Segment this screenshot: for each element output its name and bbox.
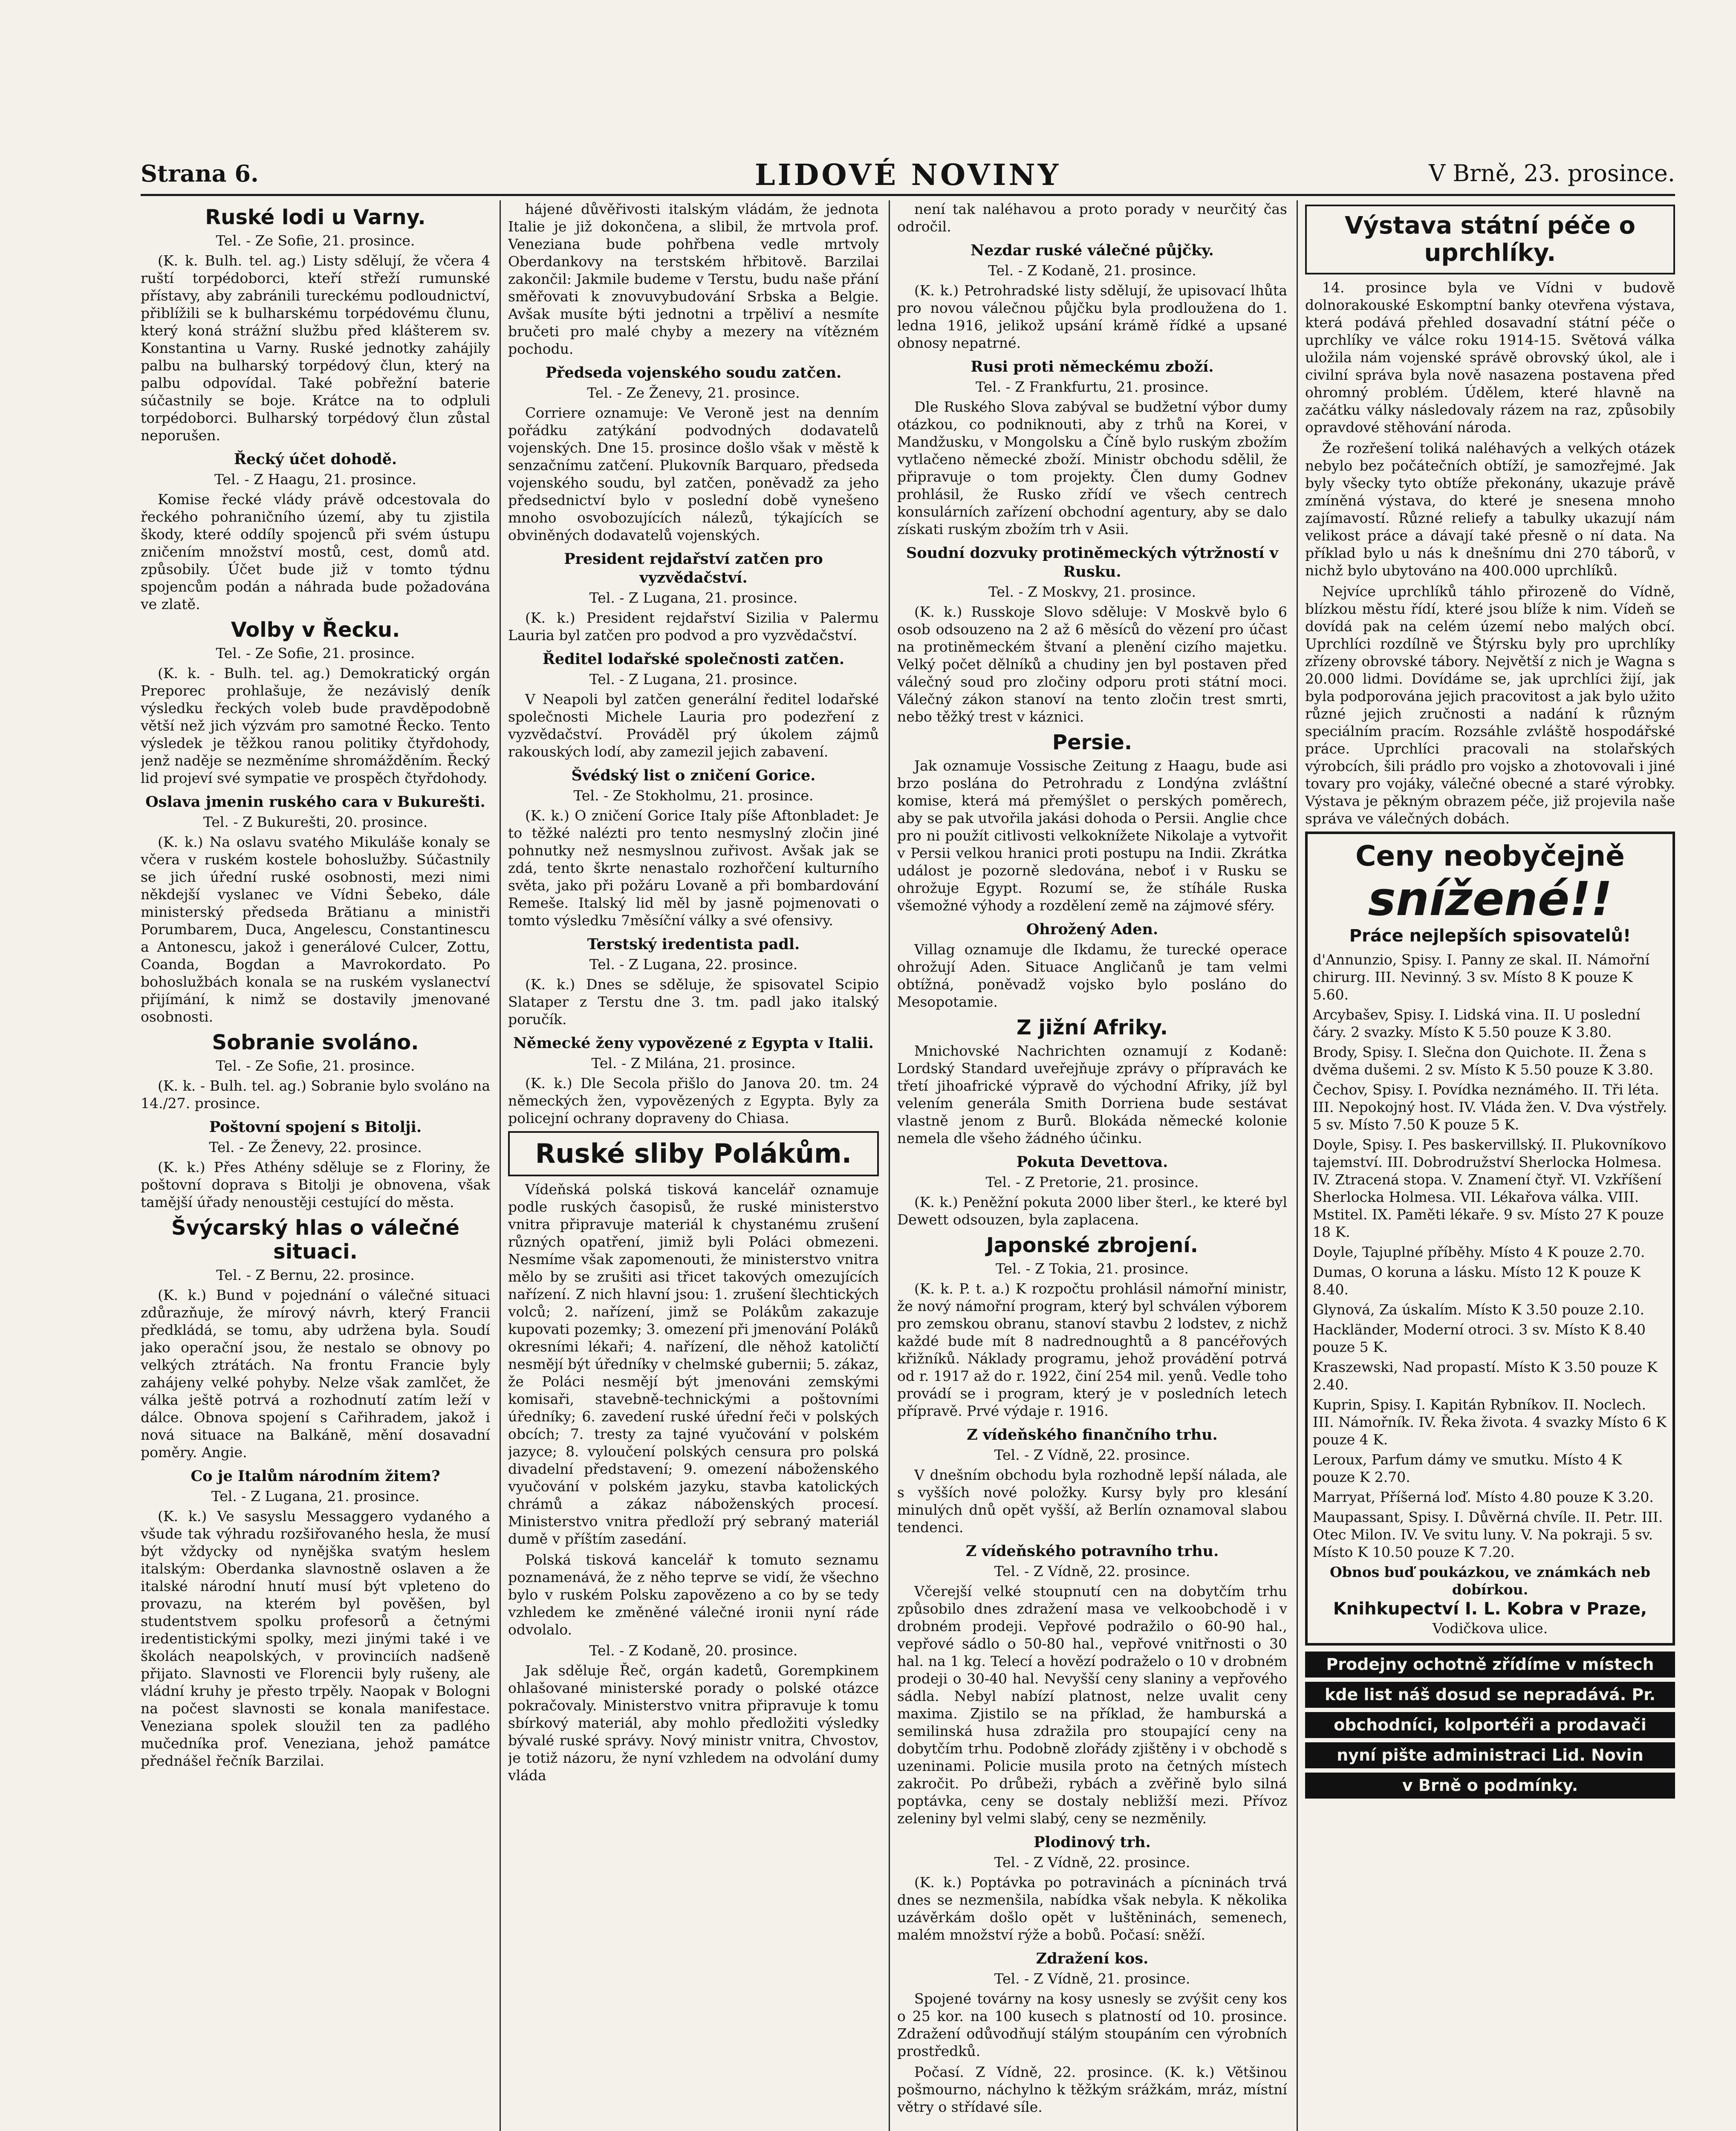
dateline: Tel. - Z Lugana, 21. prosince. [589,589,798,606]
ad-subheadline: Práce nejlepších spisovatelů! [1349,926,1631,946]
vendors-advertisement [1305,1652,1675,1799]
ad-headline: Ceny neobyčejně [1355,840,1625,872]
ad-book-item: Glynová, Za úskalím. Místo K 3.50 pouze 2.10. [1313,1301,1644,1318]
article-body: (K. k.) O zničení Gorice Italy píše Aftonbladet: Je to těžké nalézti pro tento nesmyslný zločin jiné pohnutky než nesmyslnou zuřivost. Avšak jak se zdá, tento škrte nenastalo rozhořčení kulturního světa, jako při požáru Lovaně a při bombardování Remeše. Italský lid měl by jasně pojmenovati o tomto výsledku 7měsíční války a své ofensivy. [508,807,879,929]
dateline: Tel. - Z Vídně, 21. prosince. [994,1970,1190,1987]
column-divider [889,200,890,2131]
column-4 [1305,200,1675,2131]
headline: Poštovní spojení s Bitolji. [209,1118,422,1136]
ad-book-list [1313,951,1667,1561]
dateline: Tel. - Z Milána, 21. prosince. [591,1055,796,1071]
ad-payment-note: Obnos buď poukázkou, ve známkách neb dobírkou. [1329,1564,1650,1598]
ad-book-item: Čechov, Spisy. I. Povídka neznámého. II. Tři léta. III. Nepokojný host. IV. Vláda žen. V. Dva výstřely. 5 sv. Místo 7.50 K pouze 5 K. [1313,1081,1667,1133]
article-body: 14. prosince byla ve Vídni v budově dolnorakouské Eskomptní banky otevřena výstava, která podává přehled dosavadní státní péče o uprchlíky ve válce roku 1914-15. Světová válka uložila nám vojenské správě obrovský úkol, ale i civilní správa byla nově nasazena postavena před ohromný problém. Údělem, které hlavně na začátku války následovaly rázem na raz, způsobily opravdové stěhování národa. [1305,279,1675,436]
ad-headline: snížené!! [1368,872,1612,926]
ad-banner-line: Prodejny ochotně zřídíme v místech [1305,1652,1675,1678]
headline: Sobranie svoláno. [212,1031,419,1054]
dateline: Tel. - Z Kodaně, 20. prosince. [589,1642,798,1659]
ad-banner-line: obchodníci, kolportéři a prodavači [1305,1712,1675,1738]
dateline: Tel. - Z Tokia, 21. prosince. [995,1260,1189,1277]
article-body: Jak oznamuje Vossische Zeitung z Haagu, bude asi brzo poslána do Petrohradu z Londýna zvláštní komise, která má přemýšlet o perských poměrech, aby se pak utvořila jakási dohoda o Persii. Anglie chce pro ni použít citlivosti velkoknížete Nikolaje a vytvořit v Persii velkou hranici proti postupu na Indii. Zkrátka událost je pozorně sledována, neboť i v Rusku se ohrožuje Egypt. Rozumí se, že stíhále Ruska všemožné výhody a rozdělení země na zájmové sféry. [897,757,1287,914]
dateline: Tel. - Z Lugana, 21. prosince. [589,671,798,687]
ad-book-item: Doyle, Spisy. I. Pes baskervillský. II. Plukovníkovo tajemství. III. Dobrodružství Sherlocka Holmesa. IV. Ztracená stopa. V. Znamení čtyř. VI. Vzkříšení Sherlocka Holmesa. VII. Lékařova válka. VIII. Mstitel. IX. Paměti lékaře. 9 sv. Místo 27 K pouze 18 K. [1313,1136,1667,1240]
article-body: Polská tisková kancelář k tomuto seznamu poznamenává, že z něho teprve se vidí, že všechno bylo v ruském Polsku zapovězeno a co by se tedy vzhledem ke změněné válečné ironii nyní ráde odvolalo. [508,1551,879,1638]
dateline: Tel. - Z Vídně, 22. prosince. [994,1447,1190,1463]
article-body: (K. k.) Peněžní pokuta 2000 liber šterl., ke které byl Dewett odsouzen, byla zaplacena. [897,1194,1287,1228]
headline: Ruské sliby Polákům. [535,1138,852,1169]
headline: Oslava jmenin ruského cara v Bukurešti. [145,793,485,811]
headline: Předseda vojenského soudu zatčen. [545,364,842,381]
article-body: (K. k.) Dle Secola přišlo do Janova 20. tm. 24 německých žen, vypovězených z Egypta. Byly za policejní ochrany dopraveny do Chiasa. [508,1075,879,1126]
headline: Ruské lodi u Varny. [205,205,426,229]
article-body: (K. k.) Bund v pojednání o válečné situaci zdůrazňuje, že mírový návrh, který Francii předkládá, se tomu, aby udržena byla. Soudí jako operační jsou, že nestalo se obnovy po velkých ztrátách. Na frontu Francie byly zahájeny velké pohyby. Nelze však zamlčet, že válka ještě potrvá a rozhodnutí zatím leží v dálce. Obnova spojení s Cařihradem, jakož i nová situace na Balkáně, mění dosavadní poměry. Angie. [141,1287,490,1461]
dateline: Tel. - Ze Ženevy, 21. prosince. [587,384,800,401]
headline: President rejdařství zatčen pro vyzvědačství. [564,550,823,586]
column-divider [500,200,501,2131]
ad-book-item: Kraszewski, Nad propastí. Místo K 3.50 pouze K 2.40. [1313,1359,1658,1393]
article-body: (K. k. - Bulh. tel. ag.) Demokratický orgán Preporec prohlašuje, že nezávislý deník výsledku řeckých voleb bude pravděpodobně větší než jich výzvám pro samotné Řecko. Tento výsledek je těžkou ranou politiky čtyřdohody, jenž naděje se nezměníme shromážděním. Řecký lid projeví své sympatie ve prospěch čtyřdohody. [141,665,490,786]
headline: Terstský iredentista padl. [587,936,800,953]
book-advertisement [1305,832,1675,1646]
header-rule [141,194,1675,196]
article-body: (K. k.) Dnes se sděluje, že spisovatel Scipio Slataper z Terstu dne 3. tm. padl jako italský poručík. [508,976,879,1028]
headline: Nezdar ruské válečné půjčky. [971,242,1214,259]
headline-box [1305,205,1675,274]
issue-date: V Brně, 23. prosince. [1429,160,1675,187]
ad-banner-line: nyní pište administraci Lid. Novin [1305,1742,1675,1768]
headline: Ředitel lodařské společnosti zatčen. [542,650,845,668]
article-body: (K. k.) Poptávka po potravinách a pícninách trvá dnes se nezmenšila, nabídka však nebyla. K několika uzávěrkám došlo opět v luštěninách, semenech, malém množství rýže a bobů. Počasí: sněží. [897,1874,1287,1943]
article-body: Nejvíce uprchlíků táhlo přirozeně do Vídně, blízkou městu řídí, které jsou blíže k nim. Vídeň se dovídá pak na celém území nebo malých obcí. Uprchlíci rozdílně ve Štýrsku byly pro uprchlíky zřízeny obrovské tábory. Největší z nich je Wagna s 20.000 lidmi. Dovídáme se, jak uprchlíci žijí, jak byla podporována jejich pracovitost a jak bylo užito různé jejich zručnosti a nadání k různým speciálním pracím. Rozsáhle zvláště hospodářské práce. Uprchlíci pracovali na stolařských výrobcích, šili prádlo pro vojsko a zhotovovali i jiné tovary pro vojáky, válečné obecné a staré výrobky. Výstava je pěkným obrazem péče, již projevila naše správa ve válečných dobách. [1305,583,1675,827]
headline: Z vídeňského potravního trhu. [965,1542,1219,1560]
column-3 [897,200,1287,2131]
ad-book-item: Kuprin, Spisy. I. Kapitán Rybníkov. II. Noclech. III. Námořník. IV. Řeka života. 4 svazky Místo 6 K pouze 4 K. [1313,1396,1667,1448]
headline: Výstava státní péče o uprchlíky. [1345,212,1635,267]
headline: Zdražení kos. [1036,1950,1149,1967]
headline: Z jižní Afriky. [1017,1016,1168,1040]
article-body: Dle Ruského Slova zabýval se budžetní výbor dumy otázkou, co podniknouti, aby z trhů na Korei, v Mandžusku, v Mongolsku a Číně bylo ruským zbožím vytlačeno německé zboží. Ministr obchodu sdělil, že připravuje o tom projekty. Člen dumy Godnev prohlásil, že Rusko zřídí ve všech centrech konsulárních zařízení obchodní agentury, aby se dalo získati ruským zbožím trh v Asii. [897,398,1287,537]
dateline: Tel. - Z Moskvy, 21. prosince. [988,583,1196,600]
article-continuation: hájené důvěřivosti italským vládám, že jednota Italie je již dokončena, a slibil, že mrtvola prof. Veneziana bude pohřbena vedle mrtvoly Oberdankovy na terstském hřbitově. Barzilai zakončil: Jakmile budeme v Terstu, budu naše přání směřovati k znovuvybudování Srbska a Belgie. Avšak musíte býti jednotni a trpěliví a nesmíte bručeti pro malé chyby a mezery na vítězném pochodu. [508,201,879,357]
ad-book-item: Leroux, Parfum dámy ve smutku. Místo 4 K pouze K 2.70. [1313,1451,1622,1485]
ad-book-item: Hackländer, Moderní otroci. 3 sv. Místo K 8.40 pouze 5 K. [1313,1321,1646,1355]
ad-bookstore-address: Vodičkova ulice. [1432,1620,1548,1637]
dateline: Tel. - Ze Ženevy, 22. prosince. [209,1139,422,1155]
article-body: (K. k.) Přes Athény sděluje se z Floriny, že poštovní doprava s Bitolji je obnovena, však tamější úřady nenoustěji cestující do města. [141,1159,490,1210]
headline: Volby v Řecku. [231,618,400,642]
article-body: (K. k.) Russkoje Slovo sděluje: V Moskvě bylo 6 osob odsouzeno na 2 až 6 měsíců do vězení pro účast na protiněmeckém štvaní a plenění cizího majetku. Velký počet dělníků a chudiny jen byl postaven před válečný soud pro zločiny odporu proti státní moci. Válečný zákon stanoví na tento zločin trest smrti, nebo těžký trest v káznici. [897,603,1287,725]
article-body: (K. k.) Petrohradské listy sdělují, že upisovací lhůta pro novou válečnou půjčku byla prodloužena do 1. ledna 1916, jelikož upsání krámě řídké a upsané obnosy nepatrné. [897,282,1287,351]
ad-book-item: Maupassant, Spisy. I. Důvěrná chvíle. II. Petr. III. Otec Milon. IV. Ve svitu luny. V. Na pokraji. 5 sv. Místo K 10.50 pouze K 7.20. [1313,1509,1663,1560]
article-body: V dnešním obchodu byla rozhodně lepší nálada, ale s vyšších nové položky. Kursy byly pro klesání minulých dnů opět vyšší, až Berlín oznamoval slabou tendenci. [897,1467,1287,1536]
article-body: (K. k.) Na oslavu svatého Mikuláše konaly se včera v ruském kostele bohoslužby. Súčastnily se jich úřední ruské osobnosti, mezi nimi někdejší vyslanec ve Vídni Šebeko, dále ministerský předseda Brătianu a ministři Porumbarem, Duca, Angelescu, Constantinescu a Antonescu, jakož i generálové Culcer, Zottu, Coanda, Bogdan a Mavrokordato. Po bohoslužbách konala se na ruském vyslanectví přijímání, k nimž se dostavily jmenované osobnosti. [141,834,490,1025]
ad-book-item: Doyle, Tajuplné příběhy. Místo 4 K pouze 2.70. [1313,1244,1645,1260]
dateline: Tel. - Z Lugana, 22. prosince. [589,956,798,973]
ad-banner-line: v Brně o podmínky. [1305,1773,1675,1799]
headline: Plodinový trh. [1034,1834,1151,1851]
page-number: Strana 6. [141,160,259,187]
headline: Švýcarský hlas o válečné situaci. [171,1216,459,1264]
column-2 [508,200,879,2131]
dateline: Tel. - Z Vídně, 22. prosince. [994,1563,1190,1579]
dateline: Tel. - Ze Sofie, 21. prosince. [216,232,415,249]
article-body: (K. k.) President rejdařství Sizilia v Palermu Lauria byl zatčen pro podvod a pro vyzvědačství. [508,609,879,644]
dateline: Tel. - Ze Sofie, 21. prosince. [216,1057,415,1074]
ad-banner-line: kde list náš dosud se nepradává. Pr. [1305,1682,1675,1708]
article-body: Villag oznamuje dle Ikdamu, že turecké operace ohrožují Aden. Situace Angličanů je tam velmi obtížná, poněvadž vojsko bylo posláno do Mesopotamie. [897,941,1287,1010]
dateline: Tel. - Z Pretorie, 21. prosince. [985,1174,1199,1190]
headline: Soudní dozvuky protiněmeckých výtržností v Rusku. [906,544,1278,580]
headline: Rusi proti německému zboží. [971,358,1214,375]
article-body: Že rozřešení toliká naléhavých a velkých otázek nebylo bez počátečních obtíží, je samozřejmé. Jak byly všecky tyto obtíže překonány, ukazuje právě zmíněná výstava, do které je snesena mnoho zajímavostí. Různé reliefy a tabulky ukazují nám velikost práce a dávají také přesně o ní data. Na příklad bylo u nás k dnešnímu dni 270 táborů, v nichž bylo ubytováno na 400.000 uprchlíků. [1305,440,1675,579]
headline: Pokuta Devettova. [1016,1153,1168,1171]
dateline: Tel. - Z Lugana, 21. prosince. [211,1488,420,1504]
article-body: (K. k. P. t. a.) K rozpočtu prohlásil námořní ministr, že nový námořní program, který byl schválen výborem pro zemskou obranu, stanoví stavbu 2 lodstev, z nichž každé bude mít 8 nadrednoughtů a 8 pancéřových křižníků. Náklady programu, jehož provádění potrvá od r. 1917 až do r. 1922, činí 254 mil. yenů. Vedle toho provádí se i program, který je v posledních letech přípravě. Prvé výdaje r. 1916. [897,1280,1287,1419]
headline: Ohrožený Aden. [1026,921,1158,938]
article-body: Jak sděluje Řeč, orgán kadetů, Gorempkinem ohlašované ministerské porady o polské otázce pokračovaly. Ministerstvo vnitra připravuje k tomu sbírkový materiál, aby mohlo předložiti výsledky bývalé ruské správy. Nový ministr vnitra, Chvostov, je totiž názoru, že nyní vzhledem na odvolání dumy vláda [508,1662,879,1784]
article-body: Corriere oznamuje: Ve Veroně jest na denním pořádku zatýkání podvodných dodavatelů vojenských. Dne 15. prosince došlo však v městě k senzačnímu zatčení. Plukovník Barquaro, předseda vojenského soudu, byl zatčen, poněvadž za jeho předsednictví bylo v poslední době vynešeno mnoho osvobozujících nálezů, týkajících se obviněných dodavatelů vojenských. [508,404,879,543]
ad-book-item: Arcybašev, Spisy. I. Lidská vina. II. U poslední čáry. 2 svazky. Místo K 5.50 pouze K 3.80. [1313,1006,1641,1040]
newspaper-title: LIDOVÉ NOVINY [754,158,1061,192]
article-body: (K. k.) Ve sasyslu Messaggero vydaného a všude tak výhradu rozšiřovaného hesla, že musí být vždycky od nynějška svatým heslem italským: Oberdanka slavnostně oslaven a že italské národní hnutí musí být vpleteno do provazu, na kterém byl pověšen, byl studentstvem spolku profesorů a četnými iredentistickými spolky, mezi jinými také i ve školách neapolských, v provinciích nadšeně přijato. Slavnosti ve Florencii byly rušeny, ale vládní kruhy je přesto trpěly. Naopak v Bologni na počest slavnosti se konala manifestace. Veneziana spolek sloužil ten za padlého mučedníka prof. Veneziana, jehož památce přednášel řečník Barzilai. [141,1508,490,1769]
article-body: (K. k. - Bulh. tel. ag.) Sobranie bylo svoláno na 14./27. prosince. [141,1077,490,1112]
dateline: Tel. - Z Kodaně, 21. prosince. [988,262,1196,279]
headline: Persie. [1052,731,1132,754]
headline: Německé ženy vypovězené z Egypta v Italii. [513,1034,874,1052]
ad-book-item: Marryat, Příšerná loď. Místo 4.80 pouze K 3.20. [1313,1489,1654,1505]
masthead [141,160,1675,190]
headline: Švédský list o zničení Gorice. [571,767,816,784]
headline: Japonské zbrojení. [986,1233,1199,1257]
headline: Z vídeňského finančního trhu. [967,1426,1218,1444]
ad-book-item: d'Annunzio, Spisy. I. Panny ze skal. II. Námořní chirurg. III. Nevinný. 3 sv. Místo 8 K pouze K 5.60. [1313,951,1650,1003]
article-continuation: není tak naléhavou a proto porady v neurčitý čas odročil. [897,201,1287,235]
headline-box [508,1131,879,1176]
article-body: V Neapoli byl zatčen generální ředitel lodařské společnosti Michele Lauria pro podezření z vyzvědačství. Prováděl prý úkolem zájmů rakouských lodí, aby zamezil jejich zabavení. [508,691,879,760]
dateline: Tel. - Z Bernu, 22. prosince. [216,1267,415,1283]
column-divider [1297,200,1298,2131]
headline: Řecký účet dohodě. [234,450,397,468]
dateline: Tel. - Z Bukurešti, 20. prosince. [203,814,428,830]
article-body: Spojené továrny na kosy usnesly se zvýšit ceny kos o 25 kor. na 100 kusech s platností od 10. prosince. Zdražení odůvodňují stálým stoupáním cen výrobních prostředků. [897,1990,1287,2059]
article-body: Včerejší velké stoupnutí cen na dobytčím trhu způsobilo dnes zdražení masa ve velkoobchodě i v drobném prodeji. Vepřové podražilo o 60-90 hal., vepřové sádlo o 50-80 hal., vepřové vnitřnosti o 30 hal. na 1 kg. Telecí a hovězí podraželo o 10 v drobném prodeji o 30-40 hal. Nevyšší ceny slaniny a vepřového sádla. Nebyl nabízí platnost, nelze uvalit ceny maxima. Zjistilo se na příklad, že hamburská a semilinská husa zdražila pro stoupající ceny na dobytčím trhu. Podobně zlořády zjištěny i v obchodě s uzeninami. Policie musila proto na četných místech zakročit. Po drůbeži, rybách a zvěřině bylo silná poptávka, ceny se dostaly nebližší mezi. Přívoz zeleniny byl velmi slabý, ceny se nezměnily. [897,1583,1287,1827]
column-1 [141,200,490,2131]
ad-book-item: Dumas, O koruna a lásku. Místo 12 K pouze K 8.40. [1313,1264,1641,1298]
ad-bookstore-name: Knihkupectví I. L. Kobra v Praze, [1333,1599,1647,1619]
dateline: Tel. - Z Haagu, 21. prosince. [214,471,417,488]
dateline: Tel. - Ze Stokholmu, 21. prosince. [573,787,814,804]
dateline: Tel. - Z Frankfurtu, 21. prosince. [976,378,1209,395]
ad-book-item: Brody, Spisy. I. Slečna don Quichote. II. Žena s dvěma dušemi. 2 sv. Místo K 5.50 pouze K 3.80. [1313,1044,1654,1078]
headline: Co je Italům národním žitem? [191,1467,440,1485]
article-body: Mnichovské Nachrichten oznamují z Kodaně: Lordský Standard uveřejňuje zprávy o přípravách ke třetí jihoafrické výpravě do východní Afriky, jíž byl velením generála Smith Dorriena bude sestávat vlastně jenom z Burů. Blokáda německé kolonie nemela dle všeho žádného účinku. [897,1042,1287,1146]
weather-note: Počasí. Z Vídně, 22. prosince. (K. k.) Většinou pošmourno, náchylno k těžkým srážkám, mráz, místní větry o střídavé síle. [897,2064,1287,2115]
article-body: Komise řecké vlády právě odcestovala do řeckého pohraničního území, aby tu zjistila škody, které oddíly spojenců při svém ústupu zničením množství mostů, cest, domů atd. způsobily. Účet bude již v tomto týdnu spojencům podán a náhrada bude požadována ve zlatě. [141,491,490,612]
article-body: Vídeňská polská tisková kancelář oznamuje podle ruských časopisů, že ruské ministerstvo vnitra připravuje materiál k chystanému zrušení různých opatření, jimiž byli Poláci obmezeni. Nesmíme však zapomenouti, že ministerstvo vnitra mělo by se zrušiti asi třicet takových omezujících nařízení. Z nich hlavní jsou: 1. zrušení šlechtických volců; 2. nařízení, jimž se Polákům zakazuje kupovati pozemky; 3. omezení při jmenování Poláků okresními lékaři; 4. nařízení, dle něhož katoličtí nesmějí být úředníky v chelmské gubernii; 5. zákaz, že Poláci nesmějí být jmenováni zemskými komisaři, stavebně-technickými a poštovními úředníky; 6. zavedení ruské úřední řeči v polských obcích; 7. tresty za tajné vyučování v polském jazyce; 8. vyloučení polských censura pro polská divadelní představení; 9. omezení náboženského vyučování v polském jazyku, stavba katolických chrámů a zákaz náboženských procesí. Ministerstvo vnitra předloží prý sebraný materiál dumě v příštím zasedání. [508,1181,879,1547]
dateline: Tel. - Ze Sofie, 21. prosince. [216,645,415,661]
dateline: Tel. - Z Vídně, 22. prosince. [994,1854,1190,1871]
article-body: (K. k. Bulh. tel. ag.) Listy sdělují, že včera 4 ruští torpédoborci, kteří střeží rumunské přístavy, aby zabránili tureckému podloudnictví, přiblížili se k bulharskému torpédovému člunu, který koná strážní službu před klášterem sv. Konstantina u Varny. Ruské jednotky zahájily palbu na bulharský torpédový člun, který na palbu odpovídal. Také pobřežní baterie súčastnily se boje. Krátce na to odpluli torpédoborci. Bulharský torpédový člun zůstal neporušen. [141,252,490,444]
